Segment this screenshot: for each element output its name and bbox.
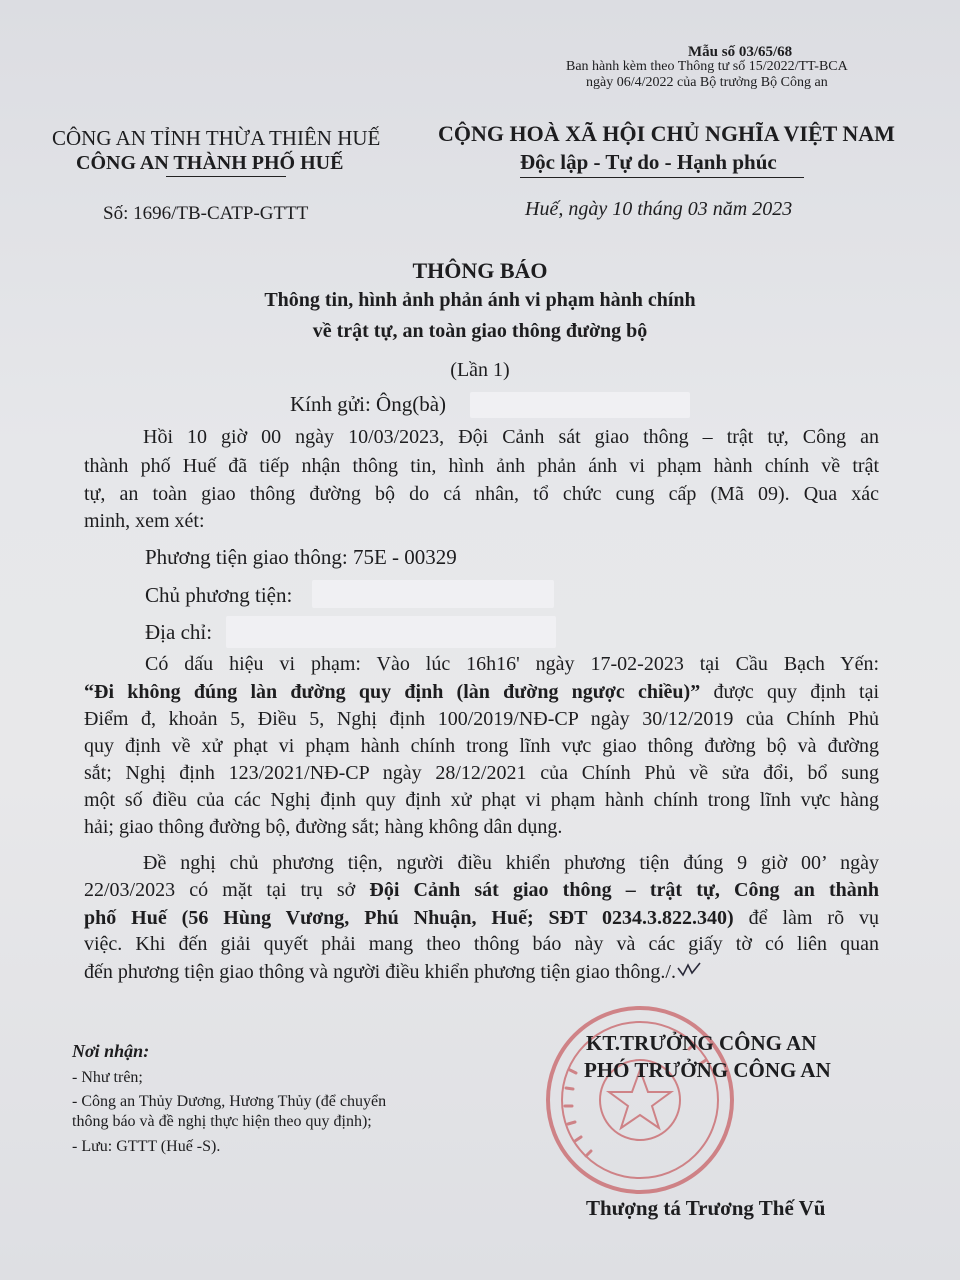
request-line: việc. Khi đến giải quyết phải mang theo thông báo này và các giấy tờ có liên quan — [84, 933, 879, 955]
owner-label: Chủ phương tiện: — [145, 583, 293, 607]
intro-line: minh, xem xét: — [84, 510, 205, 532]
document-date: Huế, ngày 10 tháng 03 năm 2023 — [525, 198, 793, 220]
recipients-title: Nơi nhận: — [72, 1041, 150, 1061]
agency-name: CÔNG AN THÀNH PHỐ HUẾ — [76, 152, 344, 174]
request-text: để làm rõ vụ — [733, 907, 880, 929]
document-title: THÔNG BÁO — [412, 258, 548, 283]
intro-line: Hồi 10 giờ 00 ngày 10/03/2023, Đội Cảnh sát giao thông – trật tự, Công an — [143, 426, 879, 448]
request-text: 22/03/2023 có mặt tại trụ sở — [84, 879, 370, 901]
signature-title-1: KT.TRƯỞNG CÔNG AN — [586, 1031, 817, 1055]
official-seal-icon — [540, 1000, 740, 1200]
request-line: Đề nghị chủ phương tiện, người điều khiển phương tiện đúng 9 giờ 00’ ngày — [143, 852, 879, 874]
violation-line: hải; giao thông đường bộ, đường sắt; hàng không dân dụng. — [84, 816, 563, 838]
redacted-address — [226, 616, 556, 648]
greeting: Kính gửi: Ông(bà) — [290, 392, 447, 416]
request-line — [84, 879, 879, 902]
violation-line: một số điều của các Nghị định quy định xử phạt vi phạm hành chính trong lĩnh vực hàng — [84, 789, 879, 811]
attempt-number: (Lần 1) — [450, 359, 510, 381]
form-number: Mẫu số 03/65/68 — [688, 44, 793, 60]
document-subtitle-1: Thông tin, hình ảnh phản ánh vi phạm hành chính — [264, 289, 696, 311]
violation-text: được quy định tại — [700, 681, 879, 703]
intro-line: thành phố Huế đã tiếp nhận thông tin, hình ảnh phản ánh vi phạm hành chính về trật — [84, 455, 879, 477]
recipient-item: - Như trên; — [72, 1069, 143, 1086]
request-office: Đội Cảnh sát giao thông – trật tự, Công an thành — [369, 879, 879, 901]
request-line — [84, 960, 702, 984]
national-name: CỘNG HOÀ XÃ HỘI CHỦ NGHĨA VIỆT NAM — [438, 121, 895, 146]
vehicle-plate: Phương tiện giao thông: 75E - 00329 — [145, 545, 457, 569]
recipient-item: thông báo và đề nghị thực hiện theo quy định); — [72, 1113, 372, 1130]
violation-line: quy định về xử phạt vi phạm hành chính trong lĩnh vực giao thông đường bộ và đường — [84, 735, 879, 757]
form-issued-date: ngày 06/4/2022 của Bộ trưởng Bộ Công an — [586, 75, 828, 90]
request-line — [84, 907, 879, 930]
motto-underline — [520, 177, 804, 178]
agency-parent: CÔNG AN TỈNH THỪA THIÊN HUẾ — [52, 126, 381, 150]
signature-title-2: PHÓ TRƯỞNG CÔNG AN — [584, 1058, 831, 1082]
document-number: Số: 1696/TB-CATP-GTTT — [103, 203, 309, 224]
national-motto: Độc lập - Tự do - Hạnh phúc — [520, 150, 777, 174]
document-subtitle-2: về trật tự, an toàn giao thông đường bộ — [312, 320, 648, 342]
request-text: đến phương tiện giao thông và người điều khiển phương tiện giao thông./. — [84, 961, 676, 983]
redacted-owner — [312, 580, 554, 608]
violation-line: Điểm đ, khoản 5, Điều 5, Nghị định 100/2019/NĐ-CP ngày 30/12/2019 của Chính Phủ — [84, 708, 879, 730]
redacted-recipient — [470, 392, 690, 418]
violation-description: “Đi không đúng làn đường quy định (làn đường ngược chiều)” — [84, 681, 701, 703]
violation-line: Có dấu hiệu vi phạm: Vào lúc 16h16' ngày 17-02-2023 tại Cầu Bạch Yến: — [145, 653, 879, 675]
address-label: Địa chỉ: — [145, 620, 213, 644]
signer-name: Thượng tá Trương Thế Vũ — [586, 1196, 826, 1220]
violation-line: sắt; Nghị định 123/2021/NĐ-CP ngày 28/12/2021 của Chính Phủ về sửa đổi, bổ sung — [84, 762, 879, 784]
request-office-address: phố Huế (56 Hùng Vương, Phú Nhuận, Huế; SĐT 0234.3.822.340) — [84, 907, 734, 929]
intro-line: tự, an toàn giao thông đường bộ do cá nhân, tổ chức cung cấp (Mã 09). Qua xác — [84, 483, 879, 505]
form-issued-with: Ban hành kèm theo Thông tư số 15/2022/TT-BCA — [566, 59, 848, 74]
initial-mark-icon — [676, 960, 702, 978]
recipient-item: - Công an Thủy Dương, Hương Thủy (để chuyển — [72, 1093, 387, 1110]
agency-underline — [166, 176, 286, 177]
recipient-item: - Lưu: GTTT (Huế -S). — [72, 1138, 221, 1155]
violation-line — [84, 681, 879, 704]
